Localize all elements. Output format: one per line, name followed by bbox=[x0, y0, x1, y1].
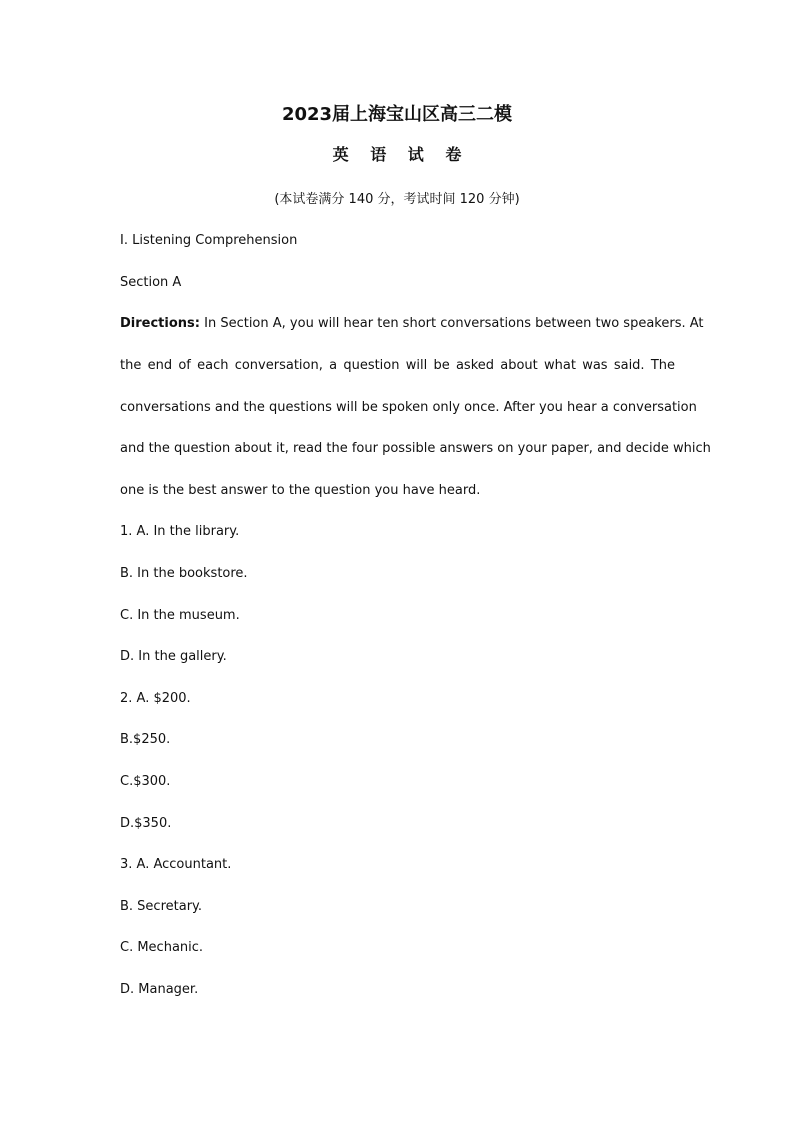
question-3-number: 3. bbox=[120, 857, 133, 872]
question-2-option-b: B.$250. bbox=[120, 732, 171, 747]
question-1-option-d: D. In the gallery. bbox=[120, 649, 227, 664]
question-1-option-a bbox=[120, 522, 675, 542]
directions-line-2: the end of each conversation, a question will be asked about what was said. The bbox=[120, 358, 675, 373]
page-subtitle: 英 语 试 卷 bbox=[332, 145, 470, 164]
directions-line-4: and the question about it, read the four possible answers on your paper, and decide which bbox=[120, 441, 711, 456]
question-3-option-b: B. Secretary. bbox=[120, 899, 203, 914]
question-2-option-d: D.$350. bbox=[120, 816, 172, 831]
question-3-option-d: D. Manager. bbox=[120, 982, 199, 997]
part-title: I. Listening Comprehension bbox=[120, 233, 298, 248]
question-1-option-b: B. In the bookstore. bbox=[120, 566, 248, 581]
question-2-option-a bbox=[120, 689, 675, 709]
page-title: 2023届上海宝山区高三二模 bbox=[281, 104, 513, 125]
question-1-option-a-text: A. In the library. bbox=[136, 524, 240, 539]
question-3-option-a bbox=[120, 855, 675, 875]
question-2-option-c: C.$300. bbox=[120, 774, 171, 789]
question-3-option-a-text: A. Accountant. bbox=[136, 857, 232, 872]
question-2-option-a-text: A. $200. bbox=[136, 691, 191, 706]
directions-line-1 bbox=[120, 314, 704, 334]
question-1-number: 1. bbox=[120, 524, 133, 539]
directions-line-3: conversations and the questions will be spoken only once. After you hear a conversation bbox=[120, 400, 697, 415]
directions-label: Directions: bbox=[120, 316, 200, 331]
directions-line-5: one is the best answer to the question you have heard. bbox=[120, 483, 481, 498]
question-1-option-c: C. In the museum. bbox=[120, 608, 240, 623]
section-title: Section A bbox=[120, 275, 182, 290]
question-2-number: 2. bbox=[120, 691, 133, 706]
exam-note: (本试卷满分 140 分，考试时间 120 分钟) bbox=[274, 192, 520, 207]
directions-text-1: In Section A, you will hear ten short conversations between two speakers. At bbox=[204, 316, 704, 331]
question-3-option-c: C. Mechanic. bbox=[120, 940, 204, 955]
